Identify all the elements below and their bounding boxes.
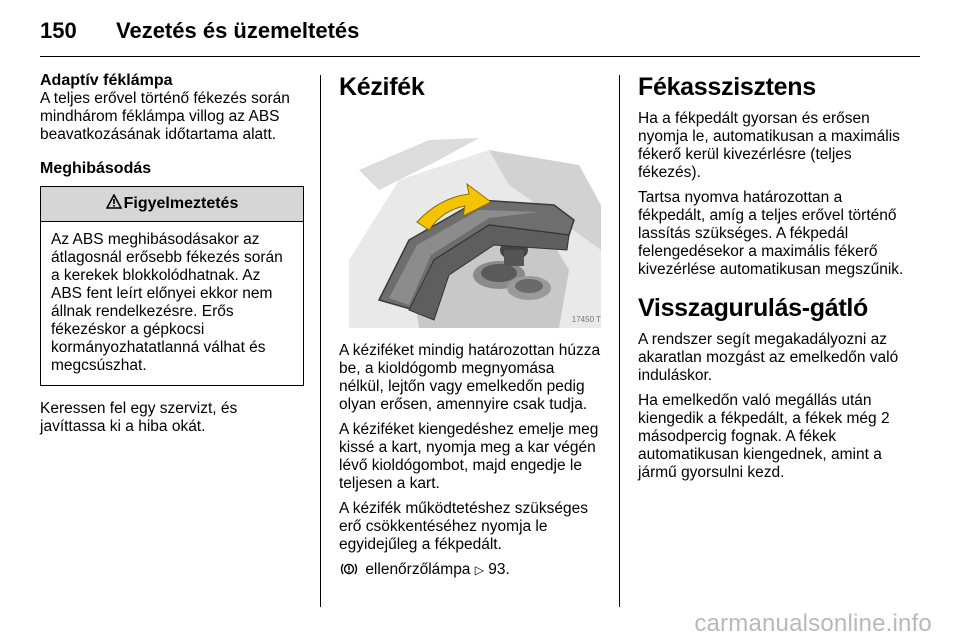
header-rule [40,56,920,57]
hill-start-paragraph-2: Ha emelkedőn való megállás után kiengedik a fékpedált, a fékek még 2 másodpercig fognak. A fékek automatikusan kiengednek, amint a jármű gyorsulni kezd. [638,392,890,481]
column-left [40,72,304,443]
warning-triangle-icon [106,194,122,214]
lamp-reference-page[interactable]: 93. [488,561,510,578]
warning-title: Figyelmeztetés [123,195,239,212]
hill-start-paragraph-1: A rendszer segít megakadályozni az akaratlan mozgást az emelkedőn való induláskor. [638,331,899,384]
brake-assist-heading: Fékasszisztens [638,73,816,101]
figure-code: 17450 T [571,315,601,324]
page-number: 150 [40,18,77,43]
hill-start-assist-heading: Visszagurulás-gátló [638,294,869,322]
brake-assist-paragraph-2: Tartsa nyomva határozottan a fékpedált, amíg a teljes erővel történő lassítás szükséges. A fékpedál felengedésekor a maximális fékerő kivezérlése automatikusan megszűnik. [638,189,904,278]
service-text: Keressen fel egy szervizt, és javíttassa ki a hiba okát. [40,400,238,435]
handbrake-paragraph-3: A kézifék működtetéshez szükséges erő csökkentéséhez nyomja le egyidejűleg a fékpedált. [339,500,588,553]
lamp-reference [339,561,603,581]
page-header [40,14,920,54]
handbrake-paragraph-2: A kéziféket kiengedéshez emelje meg kissé a kart, nyomja meg a kar végén lévő kioldógombot, majd engedje le teljesen a kart. [339,421,599,492]
adaptive-brake-light-text: A teljes erővel történő fékezés során mindhárom féklámpa villog az ABS beavatkozásának időtartama alatt. [40,90,290,143]
column-divider [619,75,620,607]
warning-box [40,186,304,386]
column-divider [320,75,321,607]
lamp-reference-text: ellenőrzőlámpa [365,561,471,578]
handbrake-illustration [339,110,603,328]
handbrake-figure [339,110,603,328]
adaptive-brake-light-heading: Adaptív féklámpa [40,72,173,89]
handbrake-paragraph-1: A kéziféket mindig határozottan húzza be, a kioldógomb megnyomása nélkül, lejtőn vagy emelkedőn pedig olyan erősen, amennyire csak tudja. [339,342,601,413]
watermark: carmanualsonline.info [694,610,932,637]
warning-header [41,187,303,222]
fault-heading: Meghibásodás [40,160,152,177]
page-reference-arrow-icon: ▷ [474,563,484,577]
column-middle [339,72,603,588]
warning-text: Az ABS meghibásodásakor az átlagosnál erősebb fékezés során a kerekek blokkolódhatnak. Az ABS fent leírt előnyei ekkor nem állnak rendelkezésre. Erős fékezéskor a gépkocsi kormányozhatatlanná válhat és megcsúszhat. [51,231,283,374]
column-right [638,72,910,489]
page-title: Vezetés és üzemeltetés [116,18,360,43]
brake-assist-paragraph-1: Ha a fékpedált gyorsan és erősen nyomja le, automatikusan a maximális fékerő kerül kivezérlésre (teljes fékezés). [638,110,900,181]
brake-warning-lamp-icon [339,562,359,581]
handbrake-heading: Kézifék [339,73,425,101]
